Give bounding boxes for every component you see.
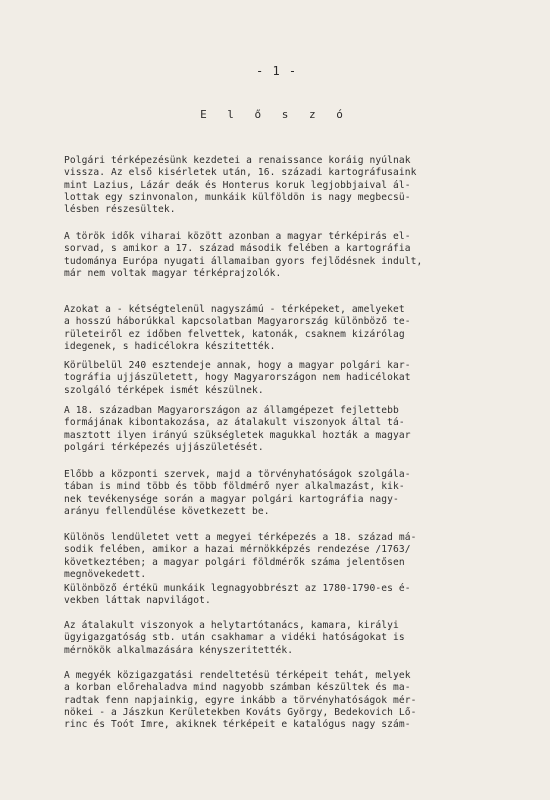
paragraph [64,469,526,518]
paragraph-line: következtében; a magyar polgári földmérők száma jelentősen [64,556,405,568]
paragraph [64,304,526,353]
paragraph-line: megnövekedett. [64,568,147,580]
page-number: - 1 - [256,64,298,78]
paragraph-line: sorvad, s amikor a 17. század második felében a kartográfia [64,243,411,255]
paragraph-line: A török idők viharai között azonban a magyar térképirás el- [64,231,411,242]
paragraph [64,155,526,216]
paragraph-line: polgári térképezés ujjászületését. [64,441,264,453]
paragraph-line: tában is mind több és több földmérő nyer alkalmazást, kik- [64,481,405,493]
paragraph-line: vissza. Az első kisérletek után, 16. századi kartográfusaink [64,167,417,179]
paragraph-line: rinc és Toót Imre, akiknek térképeit e katalógus nagy szám- [64,719,411,731]
paragraph-line: a korban előrehaladva mind nagyobb számban készültek és ma- [64,682,411,694]
paragraph [64,405,526,454]
paragraph-line: arányu fellendülése következett be. [64,505,270,517]
paragraph [64,360,526,397]
paragraph-line: szolgáló térképek ismét készülnek. [64,384,264,396]
paragraph-line: Körülbelül 240 esztendeje annak, hogy a magyar polgári kar- [64,360,411,371]
paragraph-line: Előbb a központi szervek, majd a törvényhatóságok szolgála- [64,469,411,480]
paragraph-line: nek tevékenysége során a magyar polgári kartográfia nagy- [64,493,399,505]
paragraph-line: A megyék közigazgatási rendeltetésü térképeit tehát, melyek [64,670,411,681]
paragraph-line: Különös lendületet vett a megyei térképezés a 18. század má- [64,532,417,543]
paragraph-line: vekben láttak napvilágot. [64,595,211,607]
paragraph-line: Polgári térképezésünk kezdetei a renaissance koráig nyúlnak [64,155,411,166]
paragraph-line: nökei - a Jászkun Kerületekben Kováts György, Bedekovich Lő- [64,706,417,718]
paragraph-line: A 18. században Magyarországon az államgépezet fejlettebb [64,405,399,416]
paragraph [64,231,526,280]
paragraph-line: sodik felében, amikor a hazai mérnökképzés rendezése /1763/ [64,544,411,556]
paragraph-line: rületeiről ez időben felvettek, katonák, csaknem kizárólag [64,328,405,340]
page-title: E l ő s z ó [200,108,350,121]
paragraph [64,583,526,608]
paragraph-line: masztott ilyen irányú szükségletek magukkal hozták a magyar [64,429,411,441]
paragraph-line: Az átalakult viszonyok a helytartótanács, kamara, királyi [64,620,399,631]
paragraph-line: lottak egy szinvonalon, munkáik külföldön is nagy megbecsü- [64,191,411,203]
paragraph-line: mint Lazius, Lázár deák és Honterus koruk legjobbjaival ál- [64,179,411,191]
paragraph [64,532,526,581]
paragraph-line: Különböző értékü munkáik legnagyobbrészt az 1780-1790-es é- [64,583,411,594]
paragraph-line: idegenek, s hadicélokra készitették. [64,340,276,352]
paragraph-line: a hosszú háborúkkal kapcsolatban Magyarország különböző te- [64,316,411,328]
paragraph-line: már nem voltak magyar térképrajzolók. [64,267,282,279]
paragraph-line: Azokat a - kétségtelenül nagyszámú - térképeket, amelyeket [64,304,405,315]
paragraph-line: tográfia ujjászületett, hogy Magyarországon nem hadicélokat [64,372,411,384]
paragraph-line: radtak fenn napjainkig, egyre inkább a törvényhatóságok mér- [64,694,417,706]
paragraph-line: mérnökök alkalmazására kényszeritették. [64,644,294,656]
paragraph-line: formájának kibontakozása, az átalakult viszonyok által tá- [64,417,405,429]
paragraph-line: tudománya Európa nyugati államaiban gyors fejlődésnek indult, [64,255,423,267]
paragraph-line: lésben részesültek. [64,204,176,216]
paragraph [64,620,526,657]
paragraph [64,670,526,731]
paragraph-line: ügyigazgatóság stb. után csakhamar a vidéki hatóságokat is [64,632,405,644]
